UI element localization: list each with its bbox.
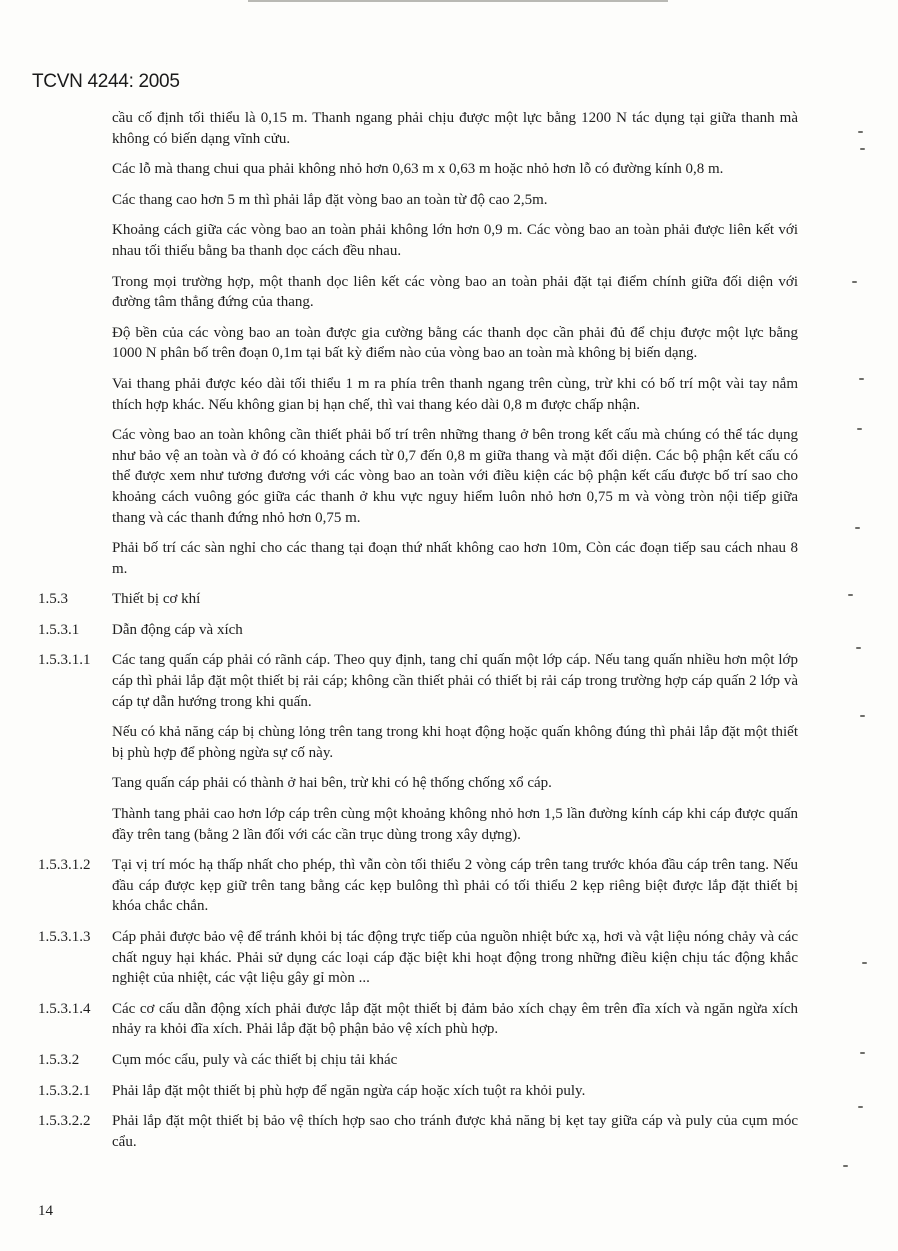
paragraph xyxy=(0,190,898,211)
paragraph xyxy=(0,927,898,989)
section-title: Dẫn động cáp và xích xyxy=(112,621,243,638)
section-heading xyxy=(0,1050,898,1071)
scan-speck xyxy=(858,131,863,133)
paragraph-text: Vai thang phải được kéo dài tối thiểu 1 m ra phía trên thanh ngang trên cùng, trừ khi có bố trí một vài tay nắm thích hợp khác. Nếu không gian bị hạn chế, thì vai thang kéo dài 0,8 m được chấp nhận. xyxy=(112,375,798,413)
scan-speck xyxy=(860,148,865,150)
scan-speck xyxy=(852,281,857,283)
section-heading xyxy=(0,589,898,610)
scan-speck xyxy=(848,594,853,596)
scan-speck xyxy=(857,428,862,430)
paragraph xyxy=(0,855,898,917)
paragraph xyxy=(0,272,898,313)
document-code-header: TCVN 4244: 2005 xyxy=(32,71,180,92)
paragraph-text: Khoảng cách giữa các vòng bao an toàn phải không lớn hơn 0,9 m. Các vòng bao an toàn phải được liên kết với nhau tối thiểu bằng ba thanh dọc cách đều nhau. xyxy=(112,222,798,259)
paragraph-text: Thành tang phải cao hơn lớp cáp trên cùng một khoảng không nhỏ hơn 1,5 lần đường kính cáp khi cáp được quấn đầy trên tang (bằng 2 lần đối với các cần trục dùng trong xây dựng). xyxy=(112,806,798,843)
paragraph-text: Các vòng bao an toàn không cần thiết phải bố trí trên những thang ở bên trong kết cấu mà chúng có thể tác dụng như bảo vệ an toàn và ở đó có khoảng cách từ 0,7 đến 0,8 m giữa thang và mặt đối diện. Các bộ phận kết cấu có thể được xem như tương đương với các vòng bao an toàn với điều kiện các bộ phận kết cấu được bố trí sao cho khoảng cách vuông góc giữa các thanh ở khu vực nguy hiểm luôn nhỏ hơn 0,75 m và vòng tròn nội tiếp giữa thang và các thanh đứng nhỏ hơn 0,75 m. xyxy=(112,427,798,526)
clause-number: 1.5.3.1.2 xyxy=(38,857,91,874)
top-scan-rule xyxy=(248,0,668,2)
paragraph xyxy=(0,323,898,364)
section-heading xyxy=(0,620,898,641)
clause-number: 1.5.3.1.1 xyxy=(38,652,91,669)
paragraph-text: Cáp phải được bảo vệ để tránh khỏi bị tác động trực tiếp của nguồn nhiệt bức xạ, hơi và vật liệu nóng chảy và các chất nguy hại khác. Phải sử dụng các loại cáp đặc biệt khi hoạt động trong những điều kiện chịu tác động khắc nghiệt của nhiệt, các vật liệu gây gỉ mòn ... xyxy=(112,929,798,987)
paragraph xyxy=(0,650,898,712)
paragraph-text: Các lỗ mà thang chui qua phải không nhỏ hơn 0,63 m x 0,63 m hoặc nhỏ hơn lỗ có đường kính 0,8 m. xyxy=(112,161,724,178)
paragraph-text: Phải lắp đặt một thiết bị phù hợp để ngăn ngừa cáp hoặc xích tuột ra khỏi puly. xyxy=(112,1082,586,1099)
paragraph-text: Các cơ cấu dẫn động xích phải được lắp đặt một thiết bị đảm bảo xích chạy êm trên đĩa xích và ngăn ngừa xích nhảy ra khỏi đĩa xích. Phải lắp đặt bộ phận bảo vệ xích phù hợp. xyxy=(112,1000,798,1038)
clause-number: 1.5.3.1.4 xyxy=(38,1000,91,1017)
clause-number: 1.5.3.2.2 xyxy=(38,1113,91,1130)
paragraph-text: Các thang cao hơn 5 m thì phải lắp đặt vòng bao an toàn từ độ cao 2,5m. xyxy=(112,191,548,208)
scan-speck xyxy=(860,715,865,717)
paragraph xyxy=(0,804,898,845)
paragraph xyxy=(0,538,898,579)
paragraph-text: cầu cố định tối thiểu là 0,15 m. Thanh ngang phải chịu được một lực bằng 1200 N tác dụng tại giữa thanh mà không có biến dạng vĩnh cửu. xyxy=(112,110,798,147)
paragraph xyxy=(0,108,898,149)
paragraph xyxy=(0,425,898,528)
paragraph-text: Tang quấn cáp phải có thành ở hai bên, trừ khi có hệ thống chống xổ cáp. xyxy=(112,775,552,792)
clause-number: 1.5.3.1 xyxy=(38,621,80,638)
paragraph xyxy=(0,159,898,180)
scan-speck xyxy=(860,1052,865,1054)
paragraph xyxy=(0,773,898,794)
paragraph xyxy=(0,374,898,415)
paragraph xyxy=(0,1081,898,1102)
paragraph-text: Trong mọi trường hợp, một thanh dọc liên kết các vòng bao an toàn phải đặt tại điểm chính giữa đối diện với đường tâm thẳng đứng của thang. xyxy=(112,273,798,311)
scan-speck xyxy=(858,1106,863,1108)
paragraph xyxy=(0,722,898,763)
paragraph-text: Độ bền của các vòng bao an toàn được gia cường bằng các thanh dọc cần phải đủ để chịu được một lực bằng 1000 N phân bố trên đoạn 0,1m tại bất kỳ điểm nào của vòng bao an toàn mà không bị biến dạng. xyxy=(112,324,798,362)
clause-number: 1.5.3.1.3 xyxy=(38,929,91,945)
paragraph-text: Các tang quấn cáp phải có rãnh cáp. Theo quy định, tang chỉ quấn một lớp cáp. Nếu tang quấn nhiều hơn một lớp cáp thì phải lắp đặt một thiết bị rải cáp; không cần thiết phải có thiết bị rải cáp trong trường hợp cáp quấn 2 lớp và cáp tự dẫn hướng trong khi quấn. xyxy=(112,652,798,710)
paragraph xyxy=(0,999,898,1040)
body-text xyxy=(0,108,898,1152)
clause-number: 1.5.3.2.1 xyxy=(38,1082,91,1099)
clause-number: 1.5.3 xyxy=(38,591,68,608)
paragraph-text: Phải bố trí các sàn nghỉ cho các thang tại đoạn thứ nhất không cao hơn 10m, Còn các đoạn tiếp sau cách nhau 8 m. xyxy=(112,540,798,577)
section-title: Thiết bị cơ khí xyxy=(112,591,201,608)
scan-speck xyxy=(862,962,867,964)
scan-speck xyxy=(843,1165,848,1167)
paragraph-text: Tại vị trí móc hạ thấp nhất cho phép, thì vẫn còn tối thiểu 2 vòng cáp trên tang trước khóa đầu cáp trên tang. Nếu đầu cáp được kẹp giữ trên tang bằng các kẹp bulông thì phải có tối thiểu 2 kẹp riêng biệt được lắp đặt thiết bị khóa chắc chắn. xyxy=(112,857,798,915)
paragraph-text: Nếu có khả năng cáp bị chùng lỏng trên tang trong khi hoạt động hoặc quấn không đúng thì phải lắp đặt một thiết bị phù hợp để phòng ngừa sự cố này. xyxy=(112,724,798,761)
scan-speck xyxy=(856,647,861,649)
clause-number: 1.5.3.2 xyxy=(38,1051,80,1068)
paragraph-text: Phải lắp đặt một thiết bị bảo vệ thích hợp sao cho tránh được khả năng bị kẹt tay giữa cáp và puly của cụm móc cẩu. xyxy=(112,1113,798,1150)
paragraph xyxy=(0,220,898,261)
paragraph xyxy=(0,1111,898,1152)
scan-speck xyxy=(859,378,864,380)
page-number: 14 xyxy=(38,1203,53,1219)
section-title: Cụm móc cẩu, puly và các thiết bị chịu tải khác xyxy=(112,1051,398,1068)
scan-speck xyxy=(855,527,860,529)
